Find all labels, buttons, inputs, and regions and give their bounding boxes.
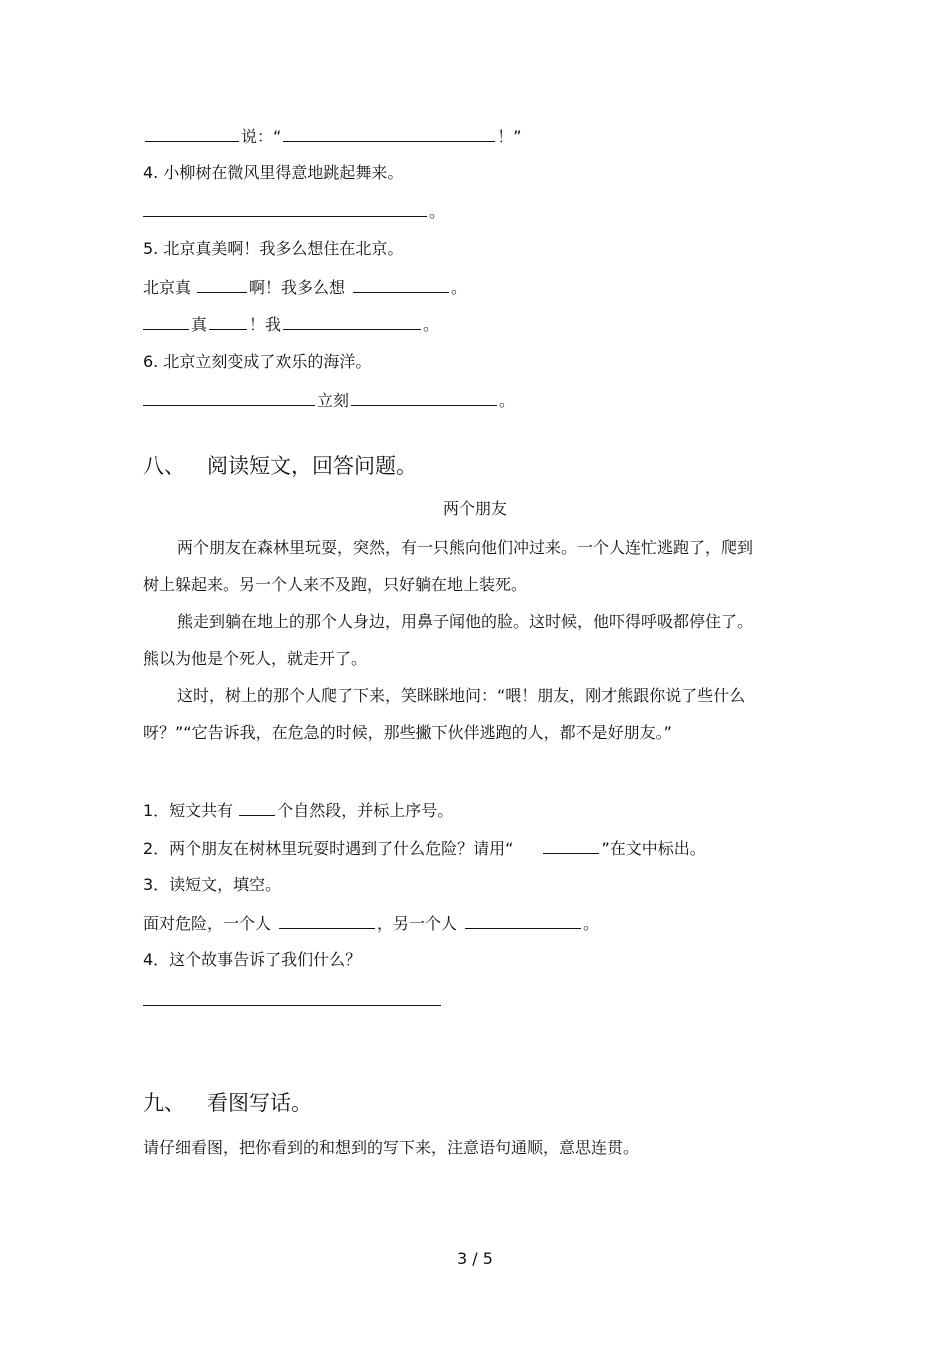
- story-title: 两个朋友: [442, 499, 507, 518]
- say-label: 说：“: [241, 127, 282, 146]
- section9-instruction: 请仔细看图，把你看到的和想到的写下来，注意语句通顺，意思连贯。: [143, 1138, 640, 1157]
- section9-title: 看图写话。: [207, 1091, 312, 1115]
- q6-answer-line: [143, 389, 515, 412]
- story-paragraph-3: 这时，树上的那个人爬了下来，笑眯眯地问：“喂！朋友，刚才熊跟你说了些什么呀？”“它告诉我，在危急的时候，那些撇下伙伴逃跑的人，都不是好朋友。”: [143, 686, 746, 742]
- s8-q2-blank[interactable]: [543, 837, 599, 854]
- q6-mid: 立刻: [317, 391, 350, 410]
- s8-q3-end: 。: [583, 914, 600, 933]
- q6-blank1[interactable]: [143, 389, 315, 406]
- q6-blank2[interactable]: [351, 389, 497, 406]
- s8-q4-label: 4．这个故事告诉了我们什么？: [143, 950, 362, 969]
- section8-heading: [143, 455, 417, 477]
- q5-row1-blank1[interactable]: [197, 276, 247, 293]
- section8-title: 阅读短文，回答问题。: [207, 454, 417, 478]
- s8-q1-a: 1．短文共有: [143, 801, 234, 820]
- q6-end: 。: [499, 391, 516, 410]
- s8-q3-label: 3．读短文，填空。: [143, 875, 282, 894]
- q5-row1-a: 北京真: [143, 278, 192, 297]
- speaker-blank[interactable]: [145, 125, 239, 142]
- say-line: [143, 125, 522, 148]
- story-paragraph-2: 熊走到躺在地上的那个人身边，用鼻子闻他的脸。这时候，他吓得呼吸都停住了。熊以为他是个死人，就走开了。: [143, 612, 754, 668]
- s8-q2-a: 2．两个朋友在树林里玩耍时遇到了什么危险？请用“: [143, 839, 514, 858]
- q5-row2-blank3[interactable]: [283, 313, 421, 330]
- say-end: ！”: [497, 127, 522, 146]
- s8-q2: [143, 837, 706, 860]
- section9-heading: [143, 1092, 312, 1114]
- s8-q1: [143, 799, 453, 822]
- s8-q2-b: ”在文中标出。: [601, 839, 706, 858]
- q5-row1-end: 。: [451, 278, 468, 297]
- quote-blank[interactable]: [283, 125, 495, 142]
- s8-q3-a: 面对危险，一个人: [143, 914, 272, 933]
- q5-row2: [143, 313, 439, 336]
- s8-q3-blank1[interactable]: [279, 912, 375, 929]
- q5-row1-b: 啊！我多么想: [249, 278, 346, 297]
- q5-row2-blank1[interactable]: [143, 313, 189, 330]
- q4-answer-line: [143, 200, 445, 223]
- q5-row2-a: 真: [191, 315, 208, 334]
- s8-q3-blank2[interactable]: [465, 912, 581, 929]
- s8-q1-b: 个自然段，并标上序号。: [277, 801, 454, 820]
- q4-label: 4. 小柳树在微风里得意地跳起舞来。: [143, 163, 404, 182]
- q6-label: 6. 北京立刻变成了欢乐的海洋。: [143, 352, 372, 371]
- story-paragraph-1: 两个朋友在森林里玩耍，突然，有一只熊向他们冲过来。一个人连忙逃跑了，爬到树上躲起来。另一个人来不及跑，只好躺在地上装死。: [143, 538, 754, 594]
- section9-number: 九、: [143, 1091, 185, 1115]
- s8-q1-blank[interactable]: [239, 799, 275, 816]
- q5-row1: [143, 276, 467, 299]
- q4-end: 。: [429, 202, 446, 221]
- section8-number: 八、: [143, 454, 185, 478]
- s8-q3-b: ，另一个人: [377, 914, 458, 933]
- q5-row1-blank2[interactable]: [353, 276, 449, 293]
- page-number: 3 / 5: [457, 1249, 493, 1268]
- q5-row2-b: ！我: [249, 315, 282, 334]
- q5-row2-blank2[interactable]: [209, 313, 247, 330]
- q5-row2-end: 。: [423, 315, 440, 334]
- s8-q4-answer-line[interactable]: [143, 1005, 441, 1006]
- q4-blank[interactable]: [143, 200, 427, 217]
- q5-label: 5. 北京真美啊！我多么想住在北京。: [143, 239, 404, 258]
- s8-q3-fill: [143, 912, 599, 935]
